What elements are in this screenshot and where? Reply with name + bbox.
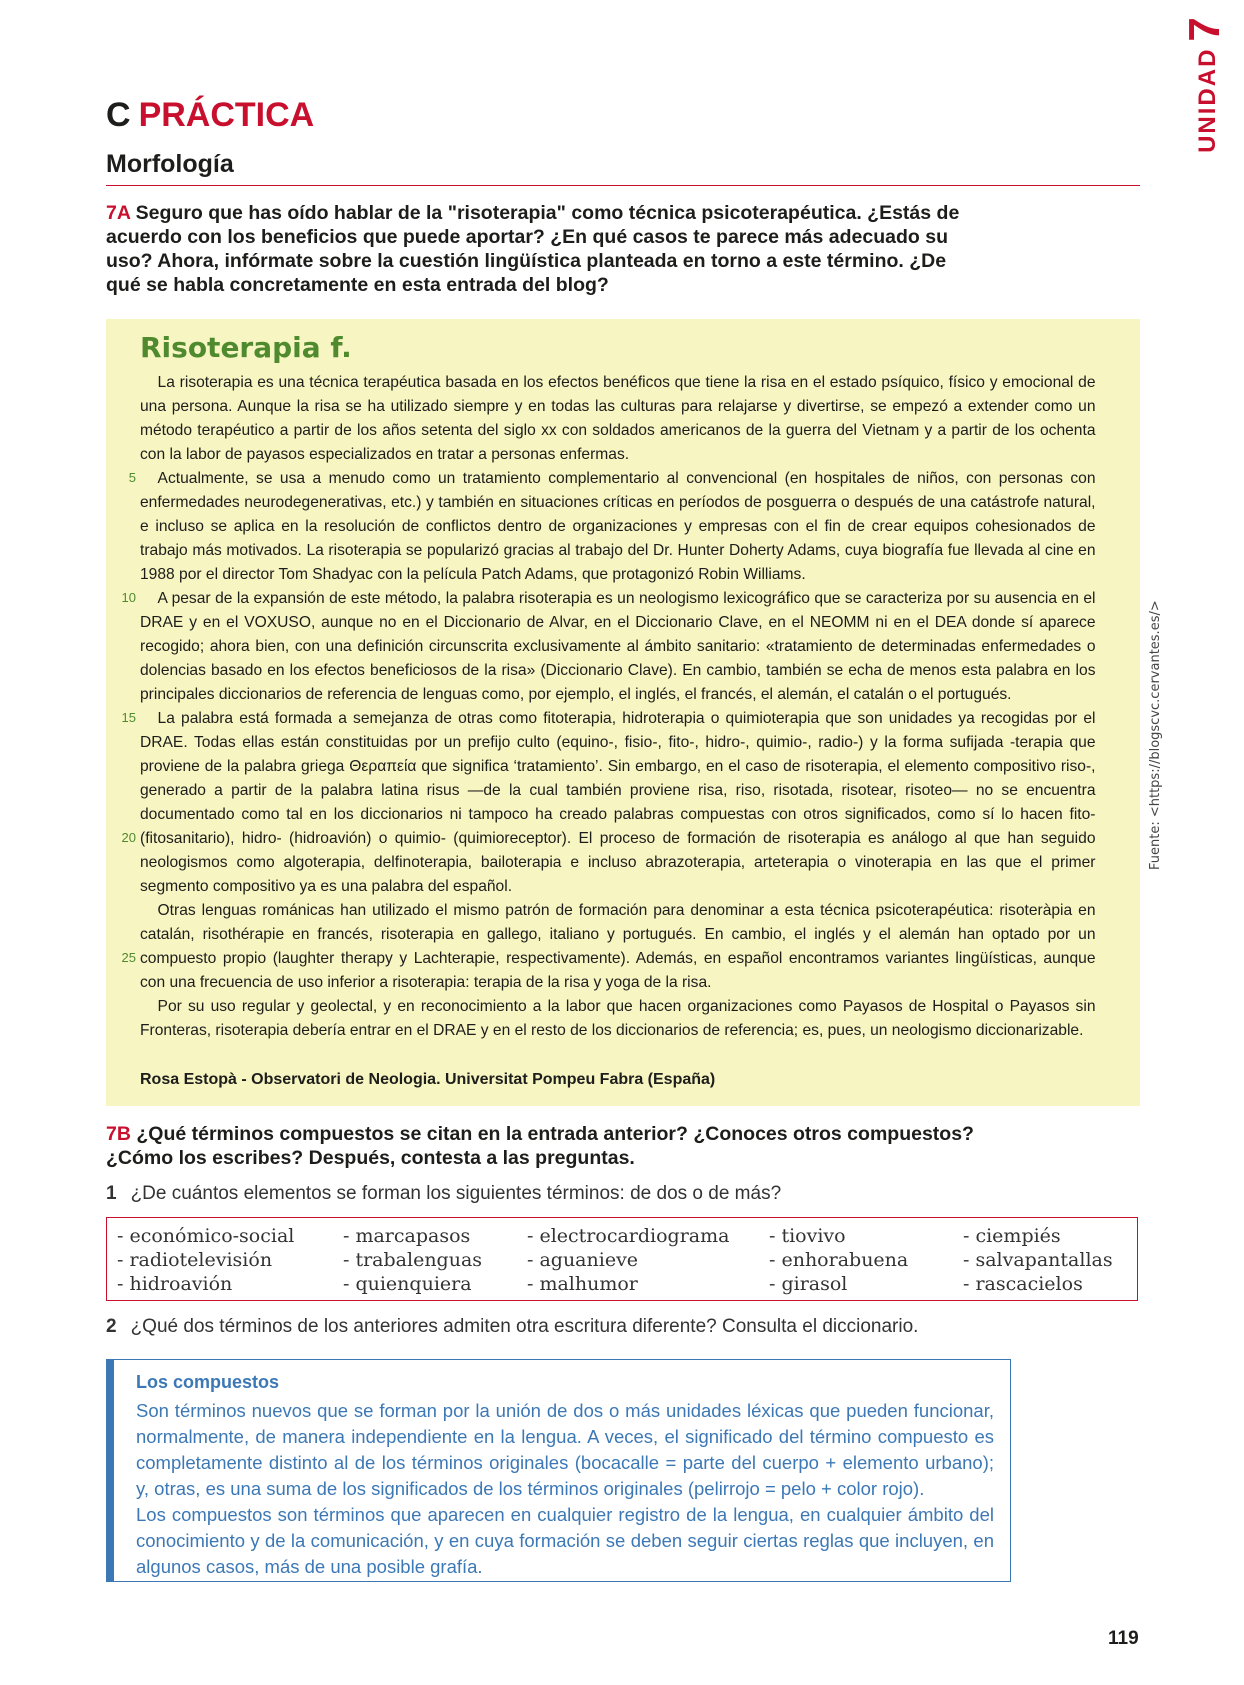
question-1 — [106, 1183, 781, 1205]
reading-author: Rosa Estopà - Observatori de Neologia. Universitat Pompeu Fabra (España) — [140, 1071, 716, 1088]
source-note: Fuente: <https://blogscvc.cervantes.es/> — [1148, 600, 1163, 870]
terms-column — [343, 1224, 482, 1296]
reading-text — [140, 371, 1096, 1043]
term: - quienquiera — [343, 1273, 472, 1295]
exercise-number: 7B — [106, 1123, 131, 1145]
reading-title: Risoterapia f. — [140, 331, 352, 364]
term: - rascacielos — [963, 1273, 1083, 1295]
line-number: 15 — [121, 710, 136, 725]
question-text: ¿Qué dos términos de los anteriores admiten otra escritura diferente? Consulta el diccionario. — [130, 1316, 919, 1337]
term: - económico-social — [117, 1225, 295, 1247]
question-text: ¿De cuántos elementos se forman los siguientes términos: de dos o de más? — [130, 1183, 782, 1204]
line-number: 10 — [121, 590, 136, 605]
term: - radiotelevisión — [117, 1249, 273, 1271]
term: - enhorabuena — [769, 1249, 909, 1271]
exercise-7a — [106, 201, 966, 297]
reading-paragraph: Actualmente, se usa a menudo como un tratamiento complementario al convencional (en hospitales de niños, con personas con enfermedades neurodegenerativas, etc.) y también en situaciones críticas en períodos de posguerra o después de una catástrofe natural, e incluso se aplica en la resolución de conflictos dentro de organizaciones y empresas con el fin de crear equipos cohesionados de trabajo más motivados. La risoterapia se popularizó gracias al trabajo del Dr. Hunter Doherty Adams, cuya biografía fue llevada al cine en 1988 por el director Tom Shadyac con la película Patch Adams, que protagonizó Robin Williams. — [140, 470, 1096, 583]
terms-box — [106, 1217, 1138, 1301]
question-2 — [106, 1316, 918, 1338]
reading-paragraph: A pesar de la expansión de este método, la palabra risoterapia es un neologismo lexicográfico que se caracteriza por su ausencia en el DRAE y en el VOXUSO, aunque no en el Diccionario de Alvar, en el Diccionario Clave, en el NEOMM ni en el DEA donde sí aparece recogido; ahora bien, con una definición circunscrita exclusivamente al ámbito sanitario: «tratamiento de determinadas enfermedades o dolencias basado en los efectos beneficiosos de la risa» (Diccionario Clave). En cambio, también se echa de menos esta palabra en los principales diccionarios de referencia de lenguas como, por ejemplo, el inglés, el francés, el alemán, el catalán o el portugués. — [140, 590, 1096, 703]
reading-paragraph: La palabra está formada a semejanza de otras como fitoterapia, hidroterapia o quimioterapia que son unidades ya recogidas por el DRAE. Todas ellas están constituidas por un prefijo culto (equino-, fisio-, fito-, hidro-, quimio-, radio-) y la forma sufijada -terapia que proviene de la palabra griega Θεραπεία que significa ‘tratamiento’. Sin embargo, en el caso de risoterapia, el elemento compositivo riso-, generado a partir de la palabra latina risus —de la cual también proviene risa, riso, risotada, risotear, risoteo— no se encuentra documentado como tal en los diccionarios ni tampoco ha creado palabras compuestas con otros significados, como sí lo hacen fito- (fitosanitario), hidro- (hidroavión) o quimio- (quimioreceptor). El proceso de formación de risoterapia es análogo al que han seguido neologismos como algoterapia, delfinoterapia, bailoterapia e incluso abrazoterapia, arteterapia o vinoterapia en las que el primer segmento compositivo ya es una palabra del español. — [140, 710, 1096, 895]
unit-label: UNIDAD — [1194, 47, 1221, 153]
term: - hidroavión — [117, 1273, 233, 1295]
subsection-title: Morfología — [106, 150, 1140, 186]
reading-panel — [106, 319, 1140, 1106]
term: - malhumor — [527, 1273, 638, 1295]
reading-paragraph: La risoterapia es una técnica terapéutica basada en los efectos benéficos que tiene la risa en el estado psíquico, físico y emocional de una persona. Aunque la risa se ha utilizado siempre y en todas las culturas para relajarse y divertirse, se empezó a extender como un método terapéutico a partir de los años setenta del siglo xx con soldados americanos de la guerra del Vietnam y a partir de los ochenta con la labor de payasos especializados en tratar a personas enfermas. — [140, 374, 1096, 463]
term: - electrocardiograma — [527, 1225, 730, 1247]
question-number: 2 — [106, 1316, 117, 1337]
unit-number: 7 — [1180, 17, 1229, 42]
terms-column — [527, 1224, 729, 1296]
terms-column — [769, 1224, 908, 1296]
info-paragraph: Los compuestos son términos que aparecen en cualquier registro de la lengua, en cualquier ámbito del conocimiento y de la comunicación, y en cuya formación se deben seguir ciertas reglas que incluyen, en algunos casos, más de una posible grafía. — [136, 1504, 994, 1577]
term: - aguanieve — [527, 1249, 639, 1271]
terms-column — [963, 1224, 1113, 1296]
info-title: Los compuestos — [136, 1372, 280, 1392]
term: - salvapantallas — [963, 1249, 1113, 1271]
line-number: 5 — [128, 470, 136, 485]
page-number: 119 — [1108, 1628, 1139, 1649]
term: - girasol — [769, 1273, 848, 1295]
section-name: PRÁCTICA — [138, 96, 315, 134]
section-letter: C — [106, 96, 131, 134]
term: - ciempiés — [963, 1225, 1061, 1247]
info-paragraph: Son términos nuevos que se forman por la unión de dos o más unidades léxicas que pueden funcionar, normalmente, de manera independiente en la lengua. A veces, el significado del término compuesto es completamente distinto al de los términos originales (bocacalle = parte del cuerpo + elemento urbano); y, otras, es una suma de los significados de los términos originales (pelirrojo = pelo + color rojo). — [136, 1400, 994, 1499]
terms-column — [117, 1224, 294, 1296]
exercise-text: ¿Qué términos compuestos se citan en la entrada anterior? ¿Conoces otros compuestos? ¿Cómo los escribes? Después, contesta a las preguntas. — [106, 1123, 974, 1169]
reading-paragraph: Por su uso regular y geolectal, y en reconocimiento a la labor que hacen organizaciones como Payasos de Hospital o Payasos sin Fronteras, risoterapia debería entrar en el DRAE y en el resto de los diccionarios de referencia; es, pues, un neologismo diccionarizable. — [140, 998, 1096, 1039]
line-number: 25 — [121, 950, 136, 965]
term: - tiovivo — [769, 1225, 846, 1247]
exercise-text: Seguro que has oído hablar de la "risoterapia" como técnica psicoterapéutica. ¿Estás de acuerdo con los beneficios que puede aportar? ¿En qué casos te parece más adecuado su uso? Ahora, infórmate sobre la cuestión lingüística planteada en torno a este término. ¿De qué se habla concretamente en esta entrada del blog? — [106, 202, 960, 296]
reading-paragraph: Otras lenguas románicas han utilizado el mismo patrón de formación para denominar a esta técnica psicoterapéutica: risoteràpia en catalán, risothérapie en francés, risoterapia en gallego, italiano y portugués. En cambio, el inglés y el alemán han optado por un compuesto propio (laughter therapy y Lachterapie, respectivamente). Además, en español encontramos variantes lingüísticas, aunque con una frecuencia de uso inferior a risoterapia: terapia de la risa y yoga de la risa. — [140, 902, 1096, 991]
line-number: 20 — [121, 830, 136, 845]
question-number: 1 — [106, 1183, 117, 1204]
term: - marcapasos — [343, 1225, 471, 1247]
info-box — [106, 1359, 1011, 1582]
term: - trabalenguas — [343, 1249, 483, 1271]
info-body — [136, 1398, 994, 1580]
section-title — [106, 96, 314, 135]
unit-tab — [1176, 17, 1234, 153]
exercise-7b — [106, 1122, 1006, 1170]
exercise-number: 7A — [106, 202, 131, 224]
